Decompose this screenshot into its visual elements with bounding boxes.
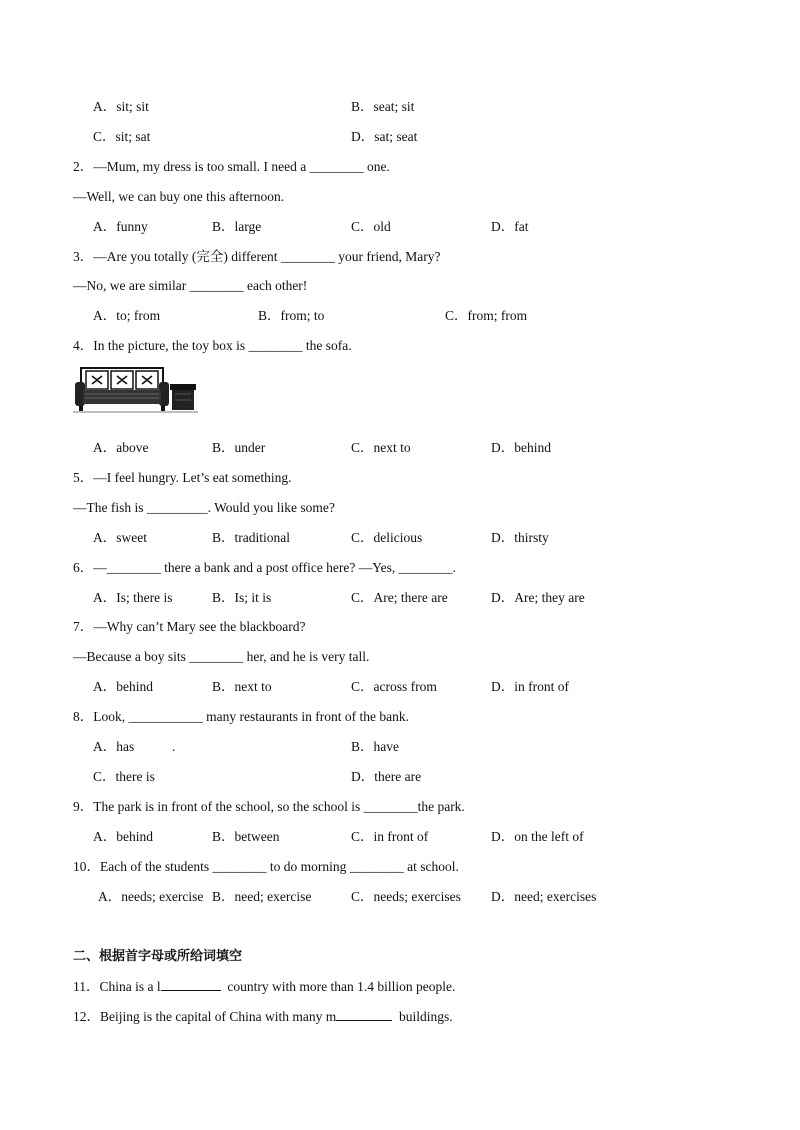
question-line: —Well, we can buy one this afternoon.: [73, 189, 285, 204]
question-line: 5．—I feel hungry. Let’s eat something.: [73, 470, 292, 485]
answer-option: C．old: [351, 219, 391, 234]
question-line: 8．Look, ___________ many restaurants in front of the bank.: [73, 709, 409, 724]
answer-option: A．sit; sit: [93, 99, 149, 114]
answer-option: A．above: [93, 440, 149, 455]
answer-option: D．there are: [351, 769, 422, 784]
answer-option: B．traditional: [212, 530, 290, 545]
answer-option: B．have: [351, 739, 399, 754]
answer-option: D．thirsty: [491, 530, 549, 545]
answer-option: A．has: [93, 739, 135, 754]
question-text: buildings.: [392, 1009, 453, 1024]
question-line: 6．—________ there a bank and a post office here? —Yes, ________.: [73, 560, 457, 575]
question-line: 10．Each of the students ________ to do morning ________ at school.: [73, 859, 459, 874]
answer-option: C．delicious: [351, 530, 423, 545]
answer-option: B．next to: [212, 679, 272, 694]
fill-in-question: [73, 1008, 453, 1025]
answer-option: C．Are; there are: [351, 590, 448, 605]
answer-option: A．funny: [93, 219, 148, 234]
answer-option: C．across from: [351, 679, 437, 694]
question-line: —Because a boy sits ________ her, and he is very tall.: [73, 649, 370, 664]
answer-option: C．from; from: [445, 308, 528, 323]
question-line: 3．—Are you totally (完全) different ________ your friend, Mary?: [73, 249, 441, 264]
section-heading: 二、根据首字母或所给词填空: [73, 949, 243, 964]
question-line: 7．—Why can’t Mary see the blackboard?: [73, 619, 306, 634]
answer-option: C．there is: [93, 769, 155, 784]
answer-option: C．sit; sat: [93, 129, 151, 144]
question-line: 2．—Mum, my dress is too small. I need a ________ one.: [73, 159, 390, 174]
answer-option: D．sat; seat: [351, 129, 418, 144]
answer-option: .: [172, 739, 176, 754]
question-text: 12．Beijing is the capital of China with many m: [73, 1009, 337, 1024]
answer-option: B．between: [212, 829, 280, 844]
question-line: 4．In the picture, the toy box is ________ the sofa.: [73, 338, 352, 353]
answer-option: B．need; exercise: [212, 889, 312, 904]
answer-option: A．sweet: [93, 530, 147, 545]
answer-option: A．behind: [93, 829, 153, 844]
answer-option: B．from; to: [258, 308, 325, 323]
answer-option: B．under: [212, 440, 266, 455]
answer-option: A．Is; there is: [93, 590, 173, 605]
answer-blank[interactable]: [336, 1008, 392, 1021]
answer-option: D．behind: [491, 440, 551, 455]
answer-option: C．next to: [351, 440, 411, 455]
answer-option: A．to; from: [93, 308, 161, 323]
answer-option: B．seat; sit: [351, 99, 415, 114]
answer-blank[interactable]: [161, 978, 221, 991]
answer-option: A．needs; exercise: [98, 889, 204, 904]
question-line: 9．The park is in front of the school, so the school is ________the park.: [73, 799, 465, 814]
answer-option: B．large: [212, 219, 262, 234]
answer-option: D．fat: [491, 219, 529, 234]
answer-option: D．on the left of: [491, 829, 584, 844]
answer-option: D．Are; they are: [491, 590, 585, 605]
question-line: —No, we are similar ________ each other!: [73, 278, 308, 293]
answer-option: C．in front of: [351, 829, 429, 844]
question-text: 11．China is a l: [73, 979, 161, 994]
question-line: —The fish is _________. Would you like some?: [73, 500, 335, 515]
answer-option: D．need; exercises: [491, 889, 597, 904]
answer-option: A．behind: [93, 679, 153, 694]
answer-option: D．in front of: [491, 679, 569, 694]
fill-in-question: [73, 978, 455, 995]
question-text: country with more than 1.4 billion people.: [220, 979, 456, 994]
answer-option: C．needs; exercises: [351, 889, 461, 904]
answer-option: B．Is; it is: [212, 590, 272, 605]
sofa-toy-box-figure: [73, 366, 198, 414]
